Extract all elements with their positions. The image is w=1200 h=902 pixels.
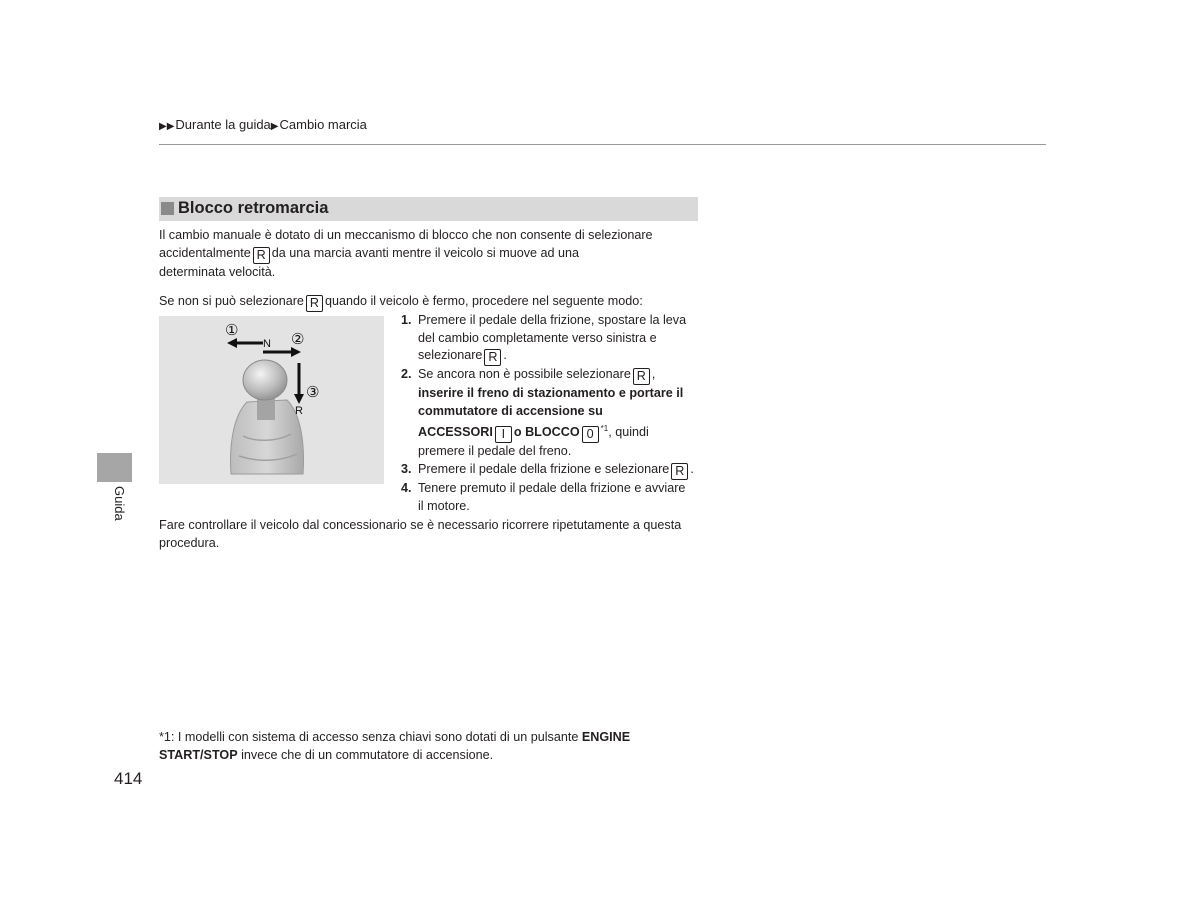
section-heading xyxy=(159,197,698,221)
gear-key-r: R xyxy=(671,463,688,480)
list-item xyxy=(401,461,694,480)
text-line: inserire il freno di stazionamento e portare il xyxy=(418,386,684,401)
page-number: 414 xyxy=(114,769,143,788)
gear-key-r: R xyxy=(484,349,501,366)
text-span: *1: I modelli con sistema di accesso senza chiavi sono dotati di un pulsante xyxy=(159,730,579,744)
gear-label-r: R xyxy=(295,405,303,417)
text-line: premere il pedale del freno. xyxy=(418,444,572,459)
text-line: del cambio completamente verso sinistra e xyxy=(418,330,657,345)
text-line xyxy=(418,366,694,385)
text-span: . xyxy=(690,461,694,476)
text-line: procedura. xyxy=(159,535,220,550)
breadcrumb-item[interactable]: Durante la guida xyxy=(175,117,271,132)
text-span: quando il veicolo è fermo, procedere nel seguente modo: xyxy=(324,294,643,308)
text-line xyxy=(418,347,694,366)
intro-paragraph xyxy=(159,227,653,281)
list-item xyxy=(401,312,694,366)
chapter-tab[interactable] xyxy=(97,453,132,482)
shift-knob xyxy=(243,360,287,400)
text-span: , xyxy=(651,367,656,382)
text-line xyxy=(159,747,630,765)
text-line xyxy=(418,461,694,480)
text-line: Il cambio manuale è dotato di un meccanismo di blocco che non consente di selezionare xyxy=(159,228,653,242)
text-span: Se non si può selezionare xyxy=(159,294,304,308)
ignition-key-accessory: I xyxy=(495,426,512,443)
gear-key-r: R xyxy=(253,247,270,264)
text-line: Premere il pedale della frizione, spostare la leva xyxy=(418,313,687,327)
text-span: START/STOP xyxy=(159,747,238,762)
text-line: commutatore di accensione su xyxy=(418,403,603,418)
header-divider xyxy=(159,144,1046,145)
list-item xyxy=(401,366,694,461)
gear-label-n: N xyxy=(263,338,271,350)
ignition-key-lock: 0 xyxy=(582,426,599,443)
text-line: Fare controllare il veicolo dal concessionario se è necessario ricorrere ripetutamente a questa xyxy=(159,518,682,532)
lead-sentence xyxy=(159,293,643,312)
arrowhead-right-icon xyxy=(291,347,301,357)
step-number: 2. xyxy=(401,367,412,382)
callout-2: ② xyxy=(291,330,305,348)
step-number: 3. xyxy=(401,461,412,476)
text-span: invece che di un commutatore di accensione. xyxy=(241,747,494,762)
gear-shift-illustration xyxy=(159,316,384,484)
step-number: 1. xyxy=(401,313,412,327)
callout-3: ③ xyxy=(306,383,320,401)
text-span: accidentalmente xyxy=(159,245,251,260)
square-bullet-icon xyxy=(161,202,174,215)
text-line: Tenere premuto il pedale della frizione e avviare xyxy=(418,480,686,495)
gear-key-r: R xyxy=(633,368,650,385)
text-span: , quindi xyxy=(608,425,649,440)
chapter-tab-label: Guida xyxy=(112,486,127,521)
triangle-right-icon: ▶▶ xyxy=(159,121,175,132)
arrowhead-left-icon xyxy=(227,338,237,348)
text-span: Premere il pedale della frizione e selezionare xyxy=(418,461,670,476)
text-span: ACCESSORI xyxy=(418,425,493,440)
breadcrumb xyxy=(159,117,367,132)
list-item xyxy=(401,480,694,515)
text-span: o BLOCCO xyxy=(513,425,580,440)
gear-key-r: R xyxy=(306,295,323,312)
text-span: . xyxy=(503,348,507,363)
text-span: da una marcia avanti mentre il veicolo si muove ad una xyxy=(271,245,580,260)
arrowhead-down-icon xyxy=(294,394,304,404)
text-line xyxy=(159,245,653,264)
section-title: Blocco retromarcia xyxy=(178,199,329,217)
footnote xyxy=(159,729,630,764)
text-span: Se ancora non è possibile selezionare xyxy=(418,367,631,382)
text-span: ENGINE xyxy=(581,730,631,744)
text-line: determinata velocità. xyxy=(159,264,276,279)
triangle-right-icon: ▶ xyxy=(270,121,279,132)
steps-list xyxy=(401,312,694,515)
closing-paragraph xyxy=(159,517,681,552)
callout-1: ① xyxy=(225,321,239,339)
gear-shift-diagram xyxy=(159,316,384,484)
text-line xyxy=(159,729,630,747)
text-line: il motore. xyxy=(418,498,470,513)
footnote-ref: *1 xyxy=(600,424,609,434)
step-number: 4. xyxy=(401,480,412,495)
breadcrumb-item[interactable]: Cambio marcia xyxy=(279,117,367,132)
text-line xyxy=(418,420,694,443)
text-span: selezionare xyxy=(418,348,483,363)
